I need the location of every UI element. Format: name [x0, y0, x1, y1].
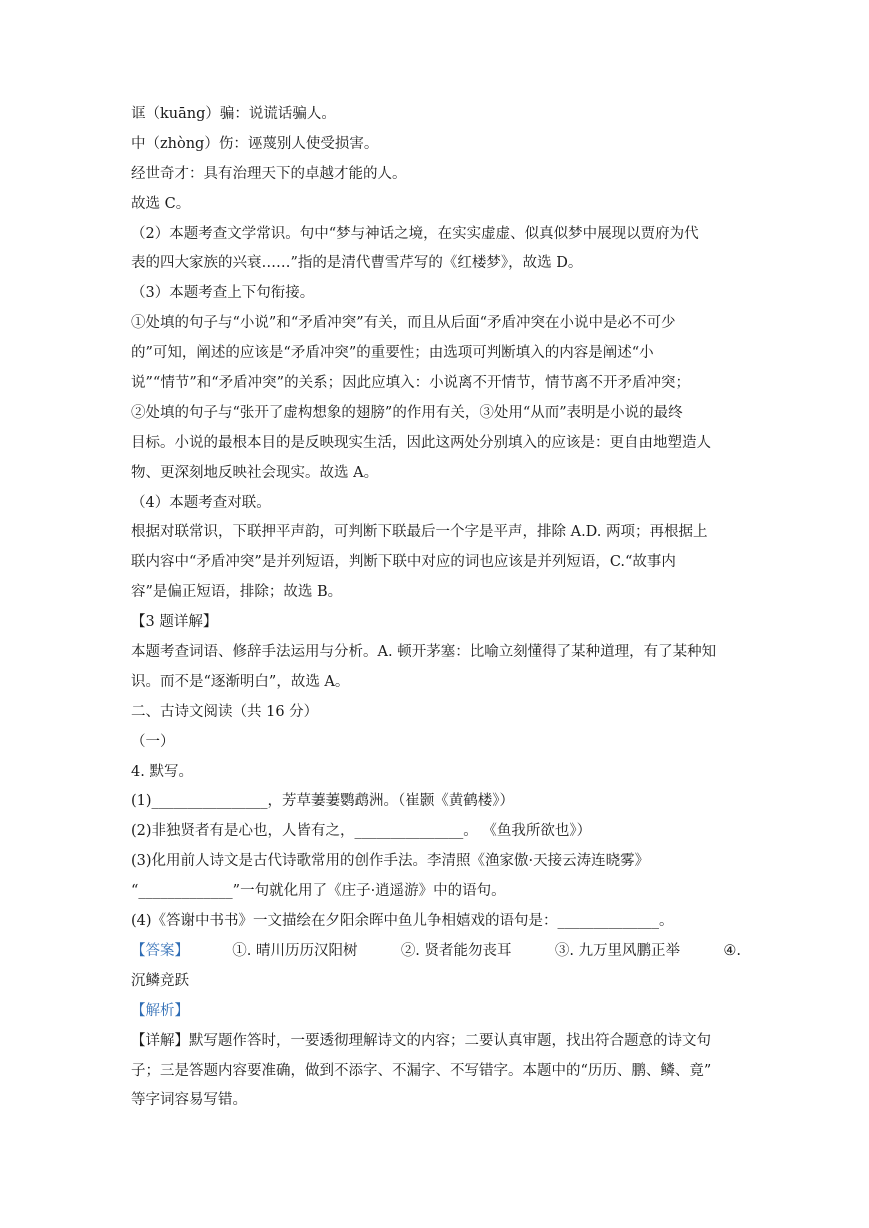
- analysis-line: 等字词容易写错。: [131, 1092, 247, 1109]
- analysis-line: 子；三是答题内容要准确，做到不添字、不漏字、不写错字。本题中的“历历、鹏、鳞、竟”: [131, 1062, 712, 1079]
- question-item: “_____________”一句就化用了《庄子·逍遥游》中的语句。: [131, 883, 506, 900]
- question-item: (2)非独贤者有是心也，人皆有之，_______________。 《鱼我所欲也》）: [131, 823, 592, 840]
- section-heading: 【3 题详解】: [131, 614, 218, 631]
- text-line: 故选 C。: [131, 195, 191, 212]
- text-line: 物、更深刻地反映社会现实。故选 A。: [131, 464, 379, 481]
- text-line: 识。而不是“逐渐明白”，故选 A。: [131, 673, 350, 690]
- text-line: （3）本题考查上下句衔接。: [131, 285, 315, 302]
- text-line: 根据对联常识，下联押平声韵，可判断下联最后一个字是平声，排除 A.D. 两项；再根据上: [131, 524, 708, 541]
- question-item: (3)化用前人诗文是古代诗歌常用的创作手法。李清照《渔家傲·天接云涛连晓雾》: [131, 853, 650, 870]
- text-line: ①处填的句子与“小说”和“矛盾冲突”有关，而且从后面“矛盾冲突在小说中是必不可少: [131, 315, 676, 332]
- question-title: 4. 默写。: [131, 763, 193, 780]
- text-line: 的”可知，阐述的应该是“矛盾冲突”的重要性；由选项可判断填入的内容是阐述“小: [131, 345, 654, 362]
- answer-label: 【答案】: [131, 942, 189, 959]
- question-item: (1)________________，芳草萋萋鹦鹉洲。（崔颢《黄鹤楼》）: [131, 793, 515, 810]
- analysis-label: 【解析】: [131, 1002, 189, 1019]
- text-line: 容”是偏正短语，排除；故选 B。: [131, 584, 343, 601]
- text-line: ②处填的句子与“张开了虚构想象的翅膀”的作用有关，③处用“从而”表明是小说的最终: [131, 404, 683, 421]
- text-line: 说”“情节”和“矛盾冲突”的关系；因此应填入：小说离不开情节，情节离不开矛盾冲突；: [131, 375, 691, 392]
- text-line: 中（zhòng）伤：诬蔑别人使受损害。: [131, 135, 379, 152]
- answer-item: ④.: [723, 942, 741, 959]
- text-line: 本题考查词语、修辞手法运用与分析。A. 顿开茅塞：比喻立刻懂得了某种道理，有了某种知: [131, 644, 717, 661]
- answer-item: ③. 九万里风鹏正举: [554, 942, 681, 959]
- question-item: (4)《答谢中书书》一文描绘在夕阳余晖中鱼儿争相嬉戏的语句是：______________。: [131, 913, 674, 930]
- answer-item: ②. 贤者能勿丧耳: [400, 942, 512, 959]
- text-line: 目标。小说的最根本目的是反映现实生活，因此这两处分别填入的应该是：更自由地塑造人: [131, 434, 711, 451]
- subsection-heading: （一）: [131, 733, 175, 750]
- answer-continued: 沉鳞竞跃: [131, 972, 189, 989]
- section-heading: 二、古诗文阅读（共 16 分）: [131, 703, 319, 720]
- text-line: （4）本题考查对联。: [131, 494, 271, 511]
- text-line: 联内容中“矛盾冲突”是并列短语，判断下联中对应的词也应该是并列短语，C.“故事内: [131, 554, 676, 571]
- text-line: 表的四大家族的兴衰……”指的是清代曹雪芹写的《红楼梦》，故选 D。: [131, 255, 583, 272]
- document-content: [131, 100, 741, 1116]
- answer-row: [131, 937, 741, 967]
- answer-item: ①. 晴川历历汉阳树: [232, 942, 358, 959]
- text-line: （2）本题考查文学常识。句中“梦与神话之境，在实实虚虚、似真似梦中展现以贾府为代: [131, 225, 699, 242]
- text-line: 经世奇才：具有治理天下的卓越才能的人。: [131, 165, 407, 182]
- text-line: 诓（kuāng）骗：说谎话骗人。: [131, 106, 336, 122]
- analysis-line: 【详解】默写题作答时，一要透彻理解诗文的内容；二要认真审题，找出符合题意的诗文句: [131, 1032, 711, 1049]
